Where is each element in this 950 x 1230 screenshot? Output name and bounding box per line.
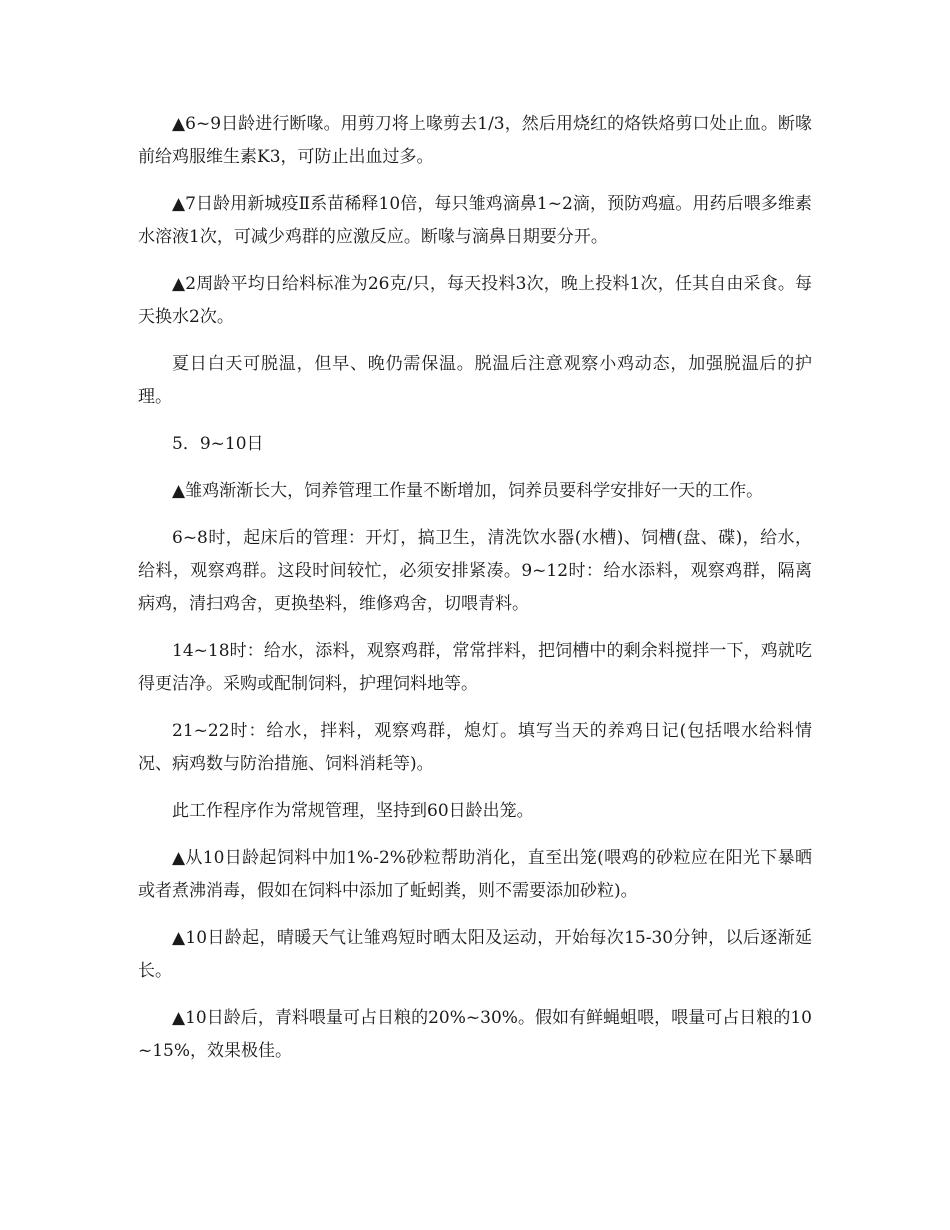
- paragraph-de-warming: 夏日白天可脱温，但早、晚仍需保温。脱温后注意观察小鸡动态，加强脱温后的护理。: [138, 354, 812, 407]
- paragraph-green-feed: ▲10日龄后，青料喂量可占日粮的20%~30%。假如有鲜蝇蛆喂，喂量可占日粮的10~15%，效果极佳。: [138, 1008, 812, 1061]
- paragraph-daily-schedule-intro: ▲雏鸡渐渐长大，饲养管理工作量不断增加，饲养员要科学安排好一天的工作。: [172, 481, 764, 501]
- paragraph-routine-management: 此工作程序作为常规管理，坚持到60日龄出笼。: [172, 801, 534, 821]
- paragraph-vaccination: ▲7日龄用新城疫Ⅱ系苗稀释10倍，每只雏鸡滴鼻1~2滴，预防鸡瘟。用药后喂多维素水溶液1次，可减少鸡群的应激反应。断喙与滴鼻日期要分开。: [138, 194, 812, 247]
- paragraph-schedule-evening: 21~22时：给水，拌料，观察鸡群，熄灯。填写当天的养鸡日记(包括喂水给料情况、病鸡数与防治措施、饲料消耗等)。: [138, 721, 812, 774]
- paragraph-feeding-standard: ▲2周龄平均日给料标准为26克/只，每天投料3次，晚上投料1次，任其自由采食。每天换水2次。: [138, 274, 812, 327]
- paragraph-debeaking: ▲6~9日龄进行断喙。用剪刀将上喙剪去1/3，然后用烧红的烙铁烙剪口处止血。断喙前给鸡服维生素K3，可防止出血过多。: [138, 114, 812, 167]
- document-body: [138, 108, 812, 1082]
- paragraph-grit: ▲从10日龄起饲料中加1%-2%砂粒帮助消化，直至出笼(喂鸡的砂粒应在阳光下暴晒或者煮沸消毒，假如在饲料中添加了蚯蚓粪，则不需要添加砂粒)。: [138, 848, 812, 901]
- paragraph-schedule-afternoon: 14~18时：给水，添料，观察鸡群，常常拌料，把饲槽中的剩余料搅拌一下，鸡就吃得更洁净。采购或配制饲料，护理饲料地等。: [138, 641, 812, 694]
- section-heading-days-9-10: 5．9~10日: [172, 434, 264, 454]
- paragraph-schedule-morning: 6~8时，起床后的管理：开灯，搞卫生，清洗饮水器(水槽)、饲槽(盘、碟)，给水，给料，观察鸡群。这段时间较忙，必须安排紧凑。9~12时：给水添料，观察鸡群，隔离病鸡，清扫鸡舍，更换垫料，维修鸡舍，切喂青料。: [138, 528, 812, 614]
- paragraph-sunning: ▲10日龄起，晴暖天气让雏鸡短时晒太阳及运动，开始每次15-30分钟，以后逐渐延长。: [138, 928, 812, 981]
